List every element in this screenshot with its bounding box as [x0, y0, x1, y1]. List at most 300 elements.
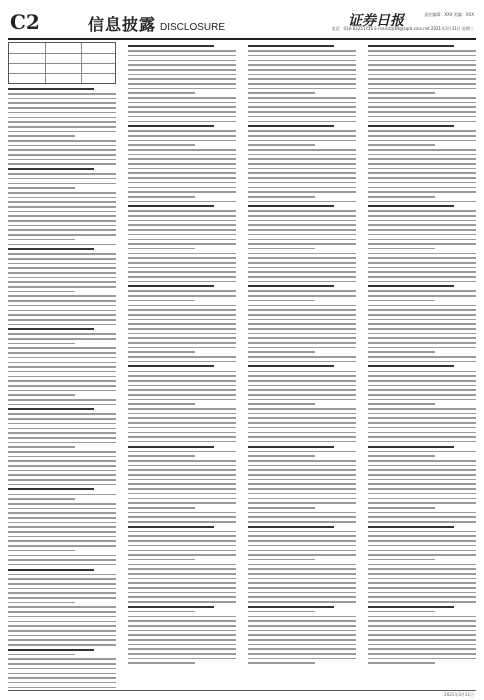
- text-line: [8, 432, 116, 434]
- text-line: [368, 239, 476, 241]
- text-line: [248, 516, 356, 518]
- text-line: [8, 658, 116, 660]
- text-line: [8, 630, 116, 632]
- text-line: [8, 555, 116, 557]
- text-line: [8, 121, 116, 123]
- text-line: [368, 333, 476, 335]
- text-line: [368, 64, 476, 66]
- text-line: [128, 446, 214, 448]
- text-line: [248, 460, 356, 462]
- text-line: [248, 436, 356, 438]
- text-line: [248, 347, 356, 349]
- text-line: [368, 60, 476, 62]
- text-line: [248, 630, 356, 632]
- text-line: [248, 220, 356, 222]
- text-line: [128, 314, 236, 316]
- text-line: [8, 352, 116, 354]
- text-line: [128, 88, 236, 90]
- text-line: [8, 625, 116, 627]
- text-line: [368, 564, 476, 566]
- text-line: [128, 239, 236, 241]
- text-line: [368, 460, 476, 462]
- text-line: [368, 234, 476, 236]
- text-line: [248, 50, 356, 52]
- text-line: [248, 305, 356, 307]
- text-line: [8, 206, 116, 208]
- text-line: [8, 281, 116, 283]
- text-line: [248, 385, 356, 387]
- page-number: C2: [10, 10, 40, 34]
- text-line: [248, 479, 356, 481]
- text-line: [128, 74, 236, 76]
- text-line: [128, 512, 236, 514]
- text-line: [8, 621, 116, 623]
- text-line: [8, 163, 116, 165]
- text-line: [128, 106, 236, 108]
- text-line: [248, 361, 356, 363]
- text-line: [248, 88, 356, 90]
- text-line: [248, 474, 356, 476]
- text-line: [248, 488, 356, 490]
- text-line: [8, 149, 116, 151]
- text-line: [128, 144, 195, 146]
- text-line: [8, 456, 116, 458]
- text-line: [368, 630, 476, 632]
- text-line: [248, 403, 315, 405]
- text-line: [368, 573, 476, 575]
- text-line: [248, 111, 356, 113]
- text-line: [128, 399, 236, 401]
- text-line: [8, 201, 116, 203]
- text-line: [8, 319, 116, 321]
- text-line: [8, 522, 116, 524]
- text-line: [8, 616, 116, 618]
- text-line: [248, 168, 356, 170]
- text-line: [8, 677, 116, 679]
- text-line: [248, 333, 356, 335]
- text-line: [128, 545, 236, 547]
- text-line: [368, 201, 476, 203]
- text-line: [8, 639, 116, 641]
- text-line: [8, 479, 116, 481]
- text-line: [368, 177, 476, 179]
- text-line: [368, 257, 476, 259]
- text-line: [368, 578, 476, 580]
- text-line: [8, 258, 116, 260]
- text-line: [8, 314, 116, 316]
- text-line: [8, 583, 116, 585]
- text-line: [8, 668, 116, 670]
- text-line: [368, 121, 476, 123]
- text-line: [8, 592, 116, 594]
- text-line: [248, 125, 334, 127]
- text-line: [128, 130, 236, 132]
- text-line: [8, 437, 116, 439]
- text-line: [368, 662, 435, 664]
- text-line: [8, 107, 116, 109]
- text-line: [8, 328, 94, 330]
- text-line: [128, 403, 195, 405]
- text-line: [128, 417, 236, 419]
- column-4: [368, 42, 476, 688]
- text-line: [128, 521, 236, 523]
- text-line: [8, 390, 116, 392]
- text-line: [248, 276, 356, 278]
- text-line: [8, 295, 116, 297]
- text-line: [248, 205, 334, 207]
- text-line: [128, 587, 236, 589]
- text-line: [128, 361, 236, 363]
- text-line: [128, 596, 236, 598]
- text-line: [8, 540, 116, 542]
- text-line: [248, 427, 356, 429]
- text-line: [248, 253, 356, 255]
- text-line: [8, 225, 116, 227]
- text-line: [128, 351, 195, 353]
- text-line: [8, 512, 116, 514]
- text-line: [368, 267, 476, 269]
- text-line: [128, 662, 195, 664]
- text-line: [8, 300, 116, 302]
- text-line: [128, 191, 236, 193]
- text-line: [248, 596, 356, 598]
- text-line: [368, 97, 476, 99]
- text-line: [8, 211, 116, 213]
- text-line: [368, 653, 476, 655]
- newspaper-logo: 证券日报: [348, 13, 404, 29]
- text-line: [368, 375, 476, 377]
- text-line: [128, 620, 236, 622]
- text-line: [248, 446, 334, 448]
- text-line: [368, 323, 476, 325]
- text-line: [128, 408, 236, 410]
- page-header: [8, 8, 476, 40]
- text-line: [248, 319, 356, 321]
- text-line: [368, 125, 454, 127]
- text-line: [8, 88, 94, 90]
- text-line: [128, 210, 236, 212]
- text-line: [368, 154, 476, 156]
- text-line: [248, 243, 356, 245]
- text-line: [128, 234, 236, 236]
- text-line: [128, 92, 195, 94]
- text-line: [128, 253, 236, 255]
- text-line: [8, 611, 116, 613]
- text-line: [8, 178, 116, 180]
- text-line: [128, 50, 236, 52]
- text-line: [368, 262, 476, 264]
- section-title-en: DISCLOSURE: [160, 22, 226, 33]
- text-line: [248, 144, 315, 146]
- text-line: [248, 625, 356, 627]
- text-line: [368, 455, 435, 457]
- text-line: [248, 234, 356, 236]
- text-line: [248, 267, 356, 269]
- text-line: [8, 488, 94, 490]
- text-line: [128, 455, 195, 457]
- info-line: 电话：010-83251716 E-mail:zqrb9@zqrb.sina.net 2021年3月31日 星期三: [331, 26, 474, 31]
- text-line: [368, 220, 476, 222]
- text-line: [128, 347, 236, 349]
- text-line: [248, 662, 315, 664]
- text-line: [128, 516, 236, 518]
- text-line: [368, 606, 454, 608]
- text-line: [248, 526, 334, 528]
- text-line: [368, 205, 454, 207]
- text-line: [128, 177, 236, 179]
- text-line: [8, 338, 116, 340]
- text-line: [368, 413, 476, 415]
- text-line: [8, 494, 116, 496]
- text-line: [248, 422, 356, 424]
- text-line: [128, 55, 236, 57]
- text-line: [368, 365, 454, 367]
- text-line: [368, 281, 476, 283]
- text-line: [248, 69, 356, 71]
- text-line: [248, 502, 356, 504]
- text-line: [8, 310, 116, 312]
- text-line: [8, 446, 75, 448]
- text-line: [368, 328, 476, 330]
- text-line: [8, 550, 75, 552]
- text-line: [248, 441, 356, 443]
- text-line: [8, 291, 75, 293]
- text-line: [368, 526, 454, 528]
- text-line: [128, 267, 236, 269]
- text-line: [8, 253, 116, 255]
- text-line: [128, 498, 236, 500]
- text-line: [368, 210, 476, 212]
- text-line: [368, 479, 476, 481]
- text-line: [128, 83, 236, 85]
- text-line: [8, 126, 116, 128]
- text-line: [248, 210, 356, 212]
- text-line: [368, 319, 476, 321]
- text-line: [248, 116, 356, 118]
- text-line: [368, 474, 476, 476]
- text-line: [8, 234, 116, 236]
- text-line: [128, 257, 236, 259]
- text-line: [248, 455, 315, 457]
- text-line: [368, 639, 476, 641]
- text-line: [128, 413, 236, 415]
- text-line: [368, 403, 435, 405]
- text-line: [8, 536, 116, 538]
- text-line: [248, 616, 356, 618]
- text-line: [368, 168, 476, 170]
- text-line: [248, 285, 334, 287]
- text-line: [368, 568, 476, 570]
- text-line: [368, 305, 476, 307]
- text-line: [368, 620, 476, 622]
- text-line: [128, 648, 236, 650]
- text-line: [248, 550, 356, 552]
- text-line: [248, 653, 356, 655]
- text-line: [8, 442, 116, 444]
- text-line: [8, 376, 116, 378]
- text-line: [248, 568, 356, 570]
- text-line: [368, 380, 476, 382]
- text-line: [248, 201, 356, 203]
- text-line: [368, 55, 476, 57]
- text-line: [248, 248, 315, 250]
- text-line: [368, 432, 476, 434]
- text-line: [368, 582, 476, 584]
- text-line: [248, 399, 356, 401]
- text-line: [248, 257, 356, 259]
- text-line: [248, 417, 356, 419]
- text-line: [128, 205, 214, 207]
- text-line: [128, 102, 236, 104]
- text-line: [368, 290, 476, 292]
- text-line: [368, 441, 476, 443]
- text-line: [248, 196, 315, 198]
- text-line: [8, 559, 116, 561]
- text-line: [128, 535, 236, 537]
- text-line: [8, 145, 116, 147]
- text-line: [8, 451, 116, 453]
- text-line: [8, 503, 116, 505]
- text-line: [128, 168, 236, 170]
- text-line: [248, 644, 356, 646]
- text-line: [368, 187, 476, 189]
- text-line: [8, 371, 116, 373]
- text-line: [248, 295, 356, 297]
- text-line: [8, 159, 116, 161]
- text-line: [128, 436, 236, 438]
- text-line: [8, 333, 116, 335]
- text-line: [368, 451, 476, 453]
- text-line: [368, 587, 476, 589]
- text-line: [368, 592, 476, 594]
- text-line: [8, 357, 116, 359]
- text-line: [368, 337, 476, 339]
- text-line: [248, 290, 356, 292]
- text-line: [248, 102, 356, 104]
- text-line: [128, 158, 236, 160]
- text-line: [368, 483, 476, 485]
- text-line: [128, 220, 236, 222]
- text-line: [368, 172, 476, 174]
- text-line: [248, 106, 356, 108]
- text-line: [368, 465, 476, 467]
- text-line: [8, 154, 116, 156]
- text-line: [368, 371, 476, 373]
- text-line: [8, 635, 116, 637]
- text-line: [8, 183, 116, 185]
- text-line: [8, 229, 116, 231]
- text-line: [368, 389, 476, 391]
- text-line: [128, 154, 236, 156]
- text-line: [368, 347, 476, 349]
- text-line: [128, 243, 236, 245]
- text-line: [368, 658, 476, 660]
- text-line: [8, 277, 116, 279]
- text-line: [128, 611, 195, 613]
- text-line: [8, 470, 116, 472]
- text-line: [8, 588, 116, 590]
- text-line: [128, 248, 195, 250]
- text-line: [248, 224, 356, 226]
- text-line: [248, 587, 356, 589]
- text-line: [248, 328, 356, 330]
- text-line: [368, 611, 435, 613]
- text-line: [368, 314, 476, 316]
- text-line: [8, 423, 116, 425]
- text-line: [368, 149, 476, 151]
- text-line: [248, 375, 356, 377]
- text-line: [8, 649, 94, 651]
- text-line: [8, 324, 116, 326]
- text-line: [368, 215, 476, 217]
- text-line: [128, 172, 236, 174]
- text-line: [128, 64, 236, 66]
- text-line: [8, 347, 116, 349]
- text-line: [128, 479, 236, 481]
- text-line: [8, 508, 116, 510]
- text-line: [8, 286, 116, 288]
- text-line: [128, 630, 236, 632]
- text-line: [8, 248, 94, 250]
- text-line: [368, 554, 476, 556]
- text-line: [128, 45, 214, 47]
- text-line: [8, 644, 116, 646]
- text-line: [368, 488, 476, 490]
- text-line: [128, 309, 236, 311]
- text-line: [128, 285, 214, 287]
- text-line: [368, 144, 435, 146]
- text-line: [8, 343, 75, 345]
- text-line: [128, 201, 236, 203]
- text-line: [248, 658, 356, 660]
- text-line: [248, 634, 356, 636]
- text-line: [368, 625, 476, 627]
- text-line: [248, 394, 356, 396]
- text-line: [368, 243, 476, 245]
- text-line: [248, 149, 356, 151]
- text-line: [368, 342, 476, 344]
- text-line: [128, 550, 236, 552]
- text-line: [248, 281, 356, 283]
- text-line: [128, 493, 236, 495]
- text-line: [8, 362, 116, 364]
- text-line: [128, 639, 236, 641]
- text-line: [248, 371, 356, 373]
- text-line: [368, 385, 476, 387]
- text-line: [248, 64, 356, 66]
- text-line: [248, 121, 356, 123]
- text-line: [248, 271, 356, 273]
- text-line: [248, 582, 356, 584]
- text-line: [248, 177, 356, 179]
- text-line: [128, 229, 236, 231]
- text-line: [248, 512, 356, 514]
- text-line: [8, 394, 75, 396]
- text-line: [128, 300, 195, 302]
- text-line: [368, 512, 476, 514]
- text-line: [8, 272, 116, 274]
- text-line: [248, 356, 356, 358]
- text-line: [248, 540, 356, 542]
- text-line: [8, 663, 116, 665]
- text-line: [128, 465, 236, 467]
- text-line: [368, 135, 476, 137]
- text-line: [128, 135, 236, 137]
- text-line: [368, 550, 476, 552]
- column-1: [8, 42, 116, 688]
- text-line: [8, 102, 116, 104]
- text-line: [248, 380, 356, 382]
